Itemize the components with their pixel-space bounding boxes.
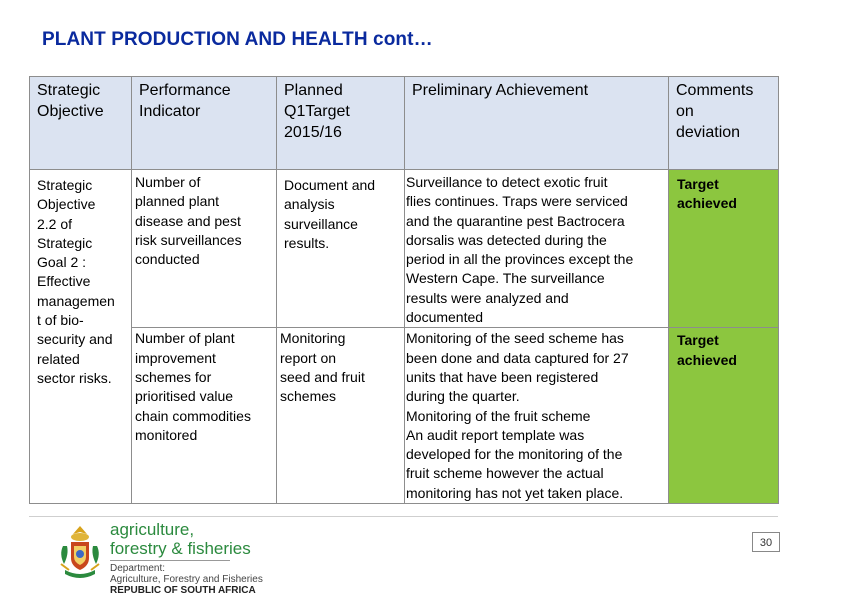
header-text: Strategic Objective xyxy=(37,82,104,120)
header-text: Performance Indicator xyxy=(139,82,231,120)
strategic-objective-cell: Strategic Objective 2.2 of Strategic Goal 2 : Effective managemen t of bio- security and related sector risks. xyxy=(30,170,132,504)
status-badge: Target achieved xyxy=(677,176,737,212)
table-row xyxy=(30,170,779,328)
comment-cell xyxy=(669,328,779,504)
header-text: Comments on deviation xyxy=(676,82,754,141)
dept-line-3: REPUBLIC OF SOUTH AFRICA xyxy=(110,585,256,596)
target-cell: Document and analysis surveillance results. xyxy=(277,170,405,328)
header-text: Preliminary Achievement xyxy=(412,82,589,99)
page-title: PLANT PRODUCTION AND HEALTH cont… xyxy=(42,29,433,50)
brand-line-2: forestry & fisheries xyxy=(110,539,251,558)
header-preliminary-achievement xyxy=(405,77,669,170)
status-badge: Target achieved xyxy=(677,332,737,368)
indicator-cell: Number of planned plant disease and pest risk surveillances conducted xyxy=(132,170,277,328)
header-performance-indicator xyxy=(132,77,277,170)
comment-cell xyxy=(669,170,779,328)
table-header-row xyxy=(30,77,779,170)
dept-line-1: Department: xyxy=(110,563,166,574)
footer-divider xyxy=(29,516,778,517)
header-strategic-objective xyxy=(30,77,132,170)
achievement-cell: Surveillance to detect exotic fruit flies continues. Traps were serviced and the quarantine pest Bactrocera dorsalis was detected during the period in all the provinces except the Western Cape. The surveillance results were analyzed and documented xyxy=(405,170,669,328)
brand-divider xyxy=(110,560,230,561)
coat-of-arms-icon xyxy=(55,524,105,582)
target-cell: Monitoring report on seed and fruit schemes xyxy=(277,328,405,504)
page-number: 30 xyxy=(752,532,780,552)
dept-line-2: Agriculture, Forestry and Fisheries xyxy=(110,574,263,585)
header-text: Planned Q1Target 2015/16 xyxy=(284,82,350,141)
achievement-cell: Monitoring of the seed scheme has been done and data captured for 27 units that have been registered during the quarter. Monitoring of the fruit scheme An audit report template was developed for the monitoring of the fruit scheme however the actual monitoring has not yet taken place. xyxy=(405,328,669,504)
brand-line-1: agriculture, xyxy=(110,520,195,539)
department-branding xyxy=(110,520,263,596)
indicator-cell: Number of plant improvement schemes for prioritised value chain commodities monitored xyxy=(132,328,277,504)
header-planned-target xyxy=(277,77,405,170)
header-comments xyxy=(669,77,779,170)
table-row xyxy=(30,328,779,504)
performance-table xyxy=(29,76,779,504)
